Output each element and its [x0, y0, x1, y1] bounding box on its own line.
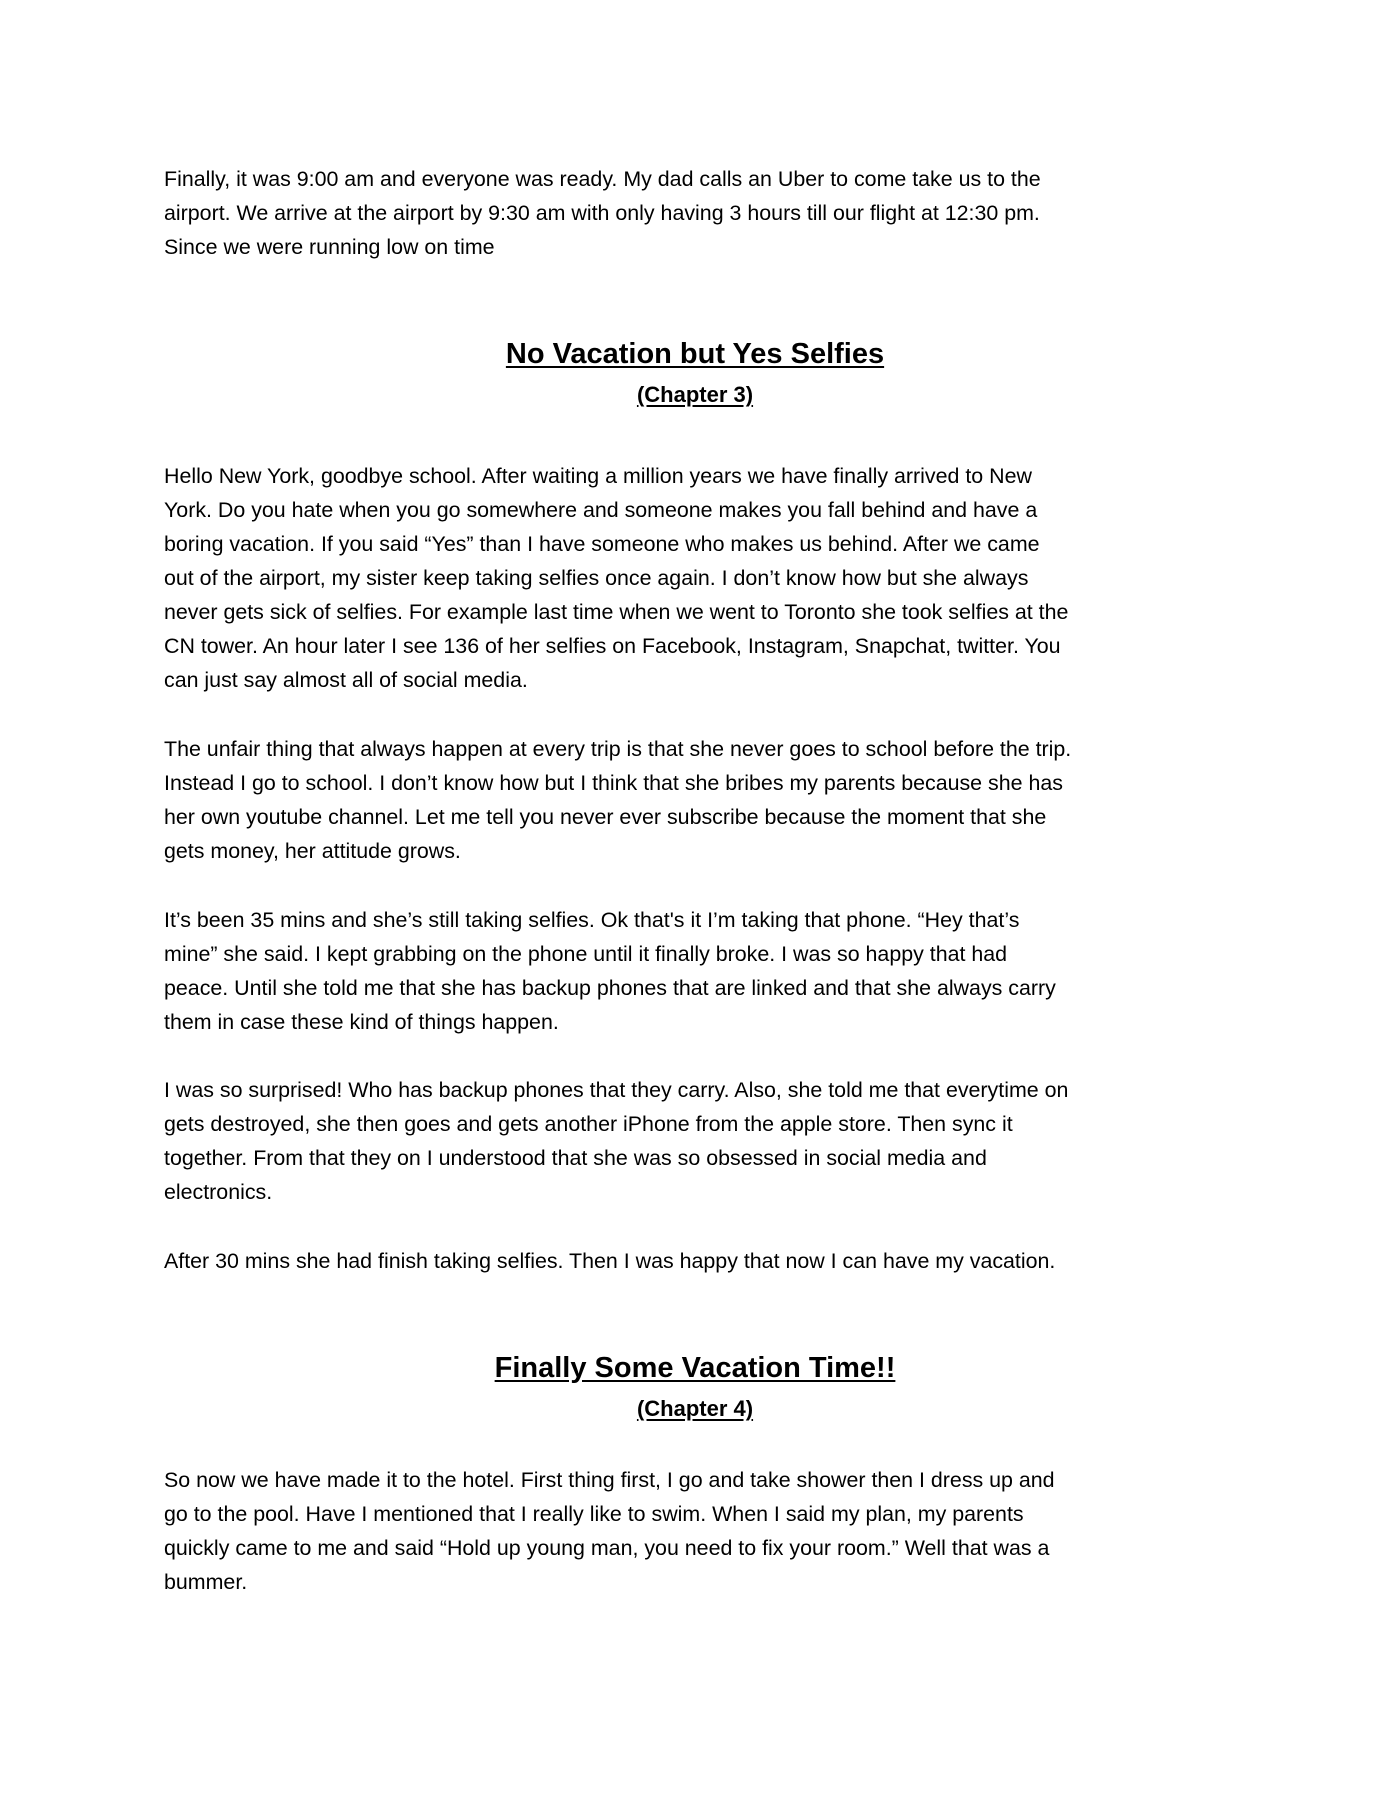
- text-line: It’s been 35 mins and she’s still taking selfies. Ok that's it I’m taking that phone. “Hey that’s: [164, 908, 1020, 932]
- chapter-title: Finally Some Vacation Time!!: [494, 1352, 896, 1384]
- text-line: mine” she said. I kept grabbing on the phone until it finally broke. I was so happy that had: [164, 942, 1008, 966]
- text-line: them in case these kind of things happen.: [164, 1010, 559, 1034]
- text-line: go to the pool. Have I mentioned that I really like to swim. When I said my plan, my parents: [164, 1502, 1024, 1526]
- text-line: Hello New York, goodbye school. After waiting a million years we have finally arrived to New: [164, 464, 1032, 488]
- text-line: York. Do you hate when you go somewhere and someone makes you fall behind and have a: [164, 498, 1038, 522]
- text-line: electronics.: [164, 1180, 273, 1204]
- paragraph: [164, 459, 1264, 697]
- paragraph: [164, 162, 1264, 264]
- text-line: I was so surprised! Who has backup phones that they carry. Also, she told me that everytime on: [164, 1078, 1069, 1102]
- text-line: gets money, her attitude grows.: [164, 839, 461, 863]
- text-line: gets destroyed, she then goes and gets another iPhone from the apple store. Then sync it: [164, 1112, 1013, 1136]
- text-line: together. From that they on I understood that she was so obsessed in social media and: [164, 1146, 987, 1170]
- text-line: out of the airport, my sister keep taking selfies once again. I don’t know how but she always: [164, 566, 1029, 590]
- text-line: peace. Until she told me that she has backup phones that are linked and that she always carry: [164, 976, 1056, 1000]
- chapter-title: No Vacation but Yes Selfies: [505, 338, 885, 370]
- paragraph: [164, 1073, 1264, 1209]
- text-line: After 30 mins she had finish taking selfies. Then I was happy that now I can have my vacation.: [164, 1249, 1056, 1273]
- text-line: So now we have made it to the hotel. First thing first, I go and take shower then I dress up and: [164, 1468, 1055, 1492]
- paragraph: [164, 1463, 1264, 1599]
- text-line: CN tower. An hour later I see 136 of her selfies on Facebook, Instagram, Snapchat, twitter. You: [164, 634, 1061, 658]
- text-line: can just say almost all of social media.: [164, 668, 528, 692]
- text-line: quickly came to me and said “Hold up young man, you need to fix your room.” Well that was a: [164, 1536, 1050, 1560]
- text-line: her own youtube channel. Let me tell you never ever subscribe because the moment that she: [164, 805, 1047, 829]
- text-line: never gets sick of selfies. For example last time when we went to Toronto she took selfies at the: [164, 600, 1069, 624]
- text-line: airport. We arrive at the airport by 9:30 am with only having 3 hours till our flight at 12:30 pm.: [164, 201, 1040, 225]
- text-line: Finally, it was 9:00 am and everyone was ready. My dad calls an Uber to come take us to the: [164, 167, 1041, 191]
- chapter-subtitle: (Chapter 4): [636, 1396, 754, 1421]
- text-line: bummer.: [164, 1570, 248, 1594]
- text-line: Since we were running low on time: [164, 235, 495, 259]
- chapter-subtitle: (Chapter 3): [636, 382, 754, 407]
- paragraph: [164, 903, 1264, 1039]
- text-line: Instead I go to school. I don’t know how but I think that she bribes my parents because she has: [164, 771, 1063, 795]
- paragraph: [164, 1244, 1264, 1278]
- text-line: The unfair thing that always happen at every trip is that she never goes to school before the trip.: [164, 737, 1072, 761]
- paragraph: [164, 732, 1264, 868]
- text-line: boring vacation. If you said “Yes” than I have someone who makes us behind. After we came: [164, 532, 1040, 556]
